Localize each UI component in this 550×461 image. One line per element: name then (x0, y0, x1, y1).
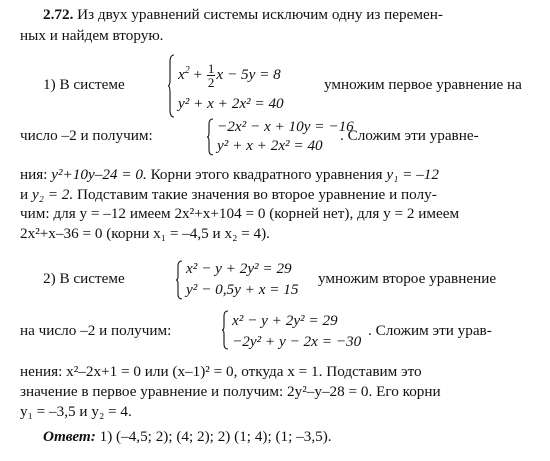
intro-text-1: Из двух уравнений системы исключим одну из перемен- (77, 6, 443, 23)
system-3 (176, 260, 316, 300)
intro-line-2: ных и найдем вторую. (20, 27, 164, 44)
part1-line-5: чим: для y = –12 имеем 2x²+x+104 = 0 (корней нет), для y = 2 имеем (20, 205, 460, 222)
left-brace-icon (168, 54, 175, 118)
system-4-eq-1: x² − y + 2y² = 29 (232, 312, 338, 329)
answer-line (43, 428, 332, 446)
answer-label: Ответ: (43, 428, 96, 445)
part2-label: 2) В системе (43, 270, 125, 287)
part1-line-2b: . Сложим эти уравне- (340, 127, 479, 144)
fraction-one-half: $\frac{1}{2}$ (207, 61, 215, 90)
system-1-eq-2: y² + x + 2x² = 40 (178, 95, 284, 112)
system-2-eq-1: −2x² − x + 10y = −16 (217, 118, 354, 135)
part2-line-5: y₁ = –3,5 и y₂ = 4. (20, 403, 132, 420)
left-brace-icon (176, 260, 183, 300)
problem-number: 2.72. (43, 6, 74, 23)
left-brace-icon (207, 118, 214, 156)
part2-line-4: значение в первое уравнение и получим: 2y²–y–28 = 0. Его корни (20, 383, 441, 400)
system-4-eq-2: −2y² + y − 2x = −30 (232, 333, 362, 350)
system-3-eq-1: x² − y + 2y² = 29 (186, 260, 292, 277)
part1-label: 1) В системе (43, 76, 125, 93)
part1-after-system: умножим первое уравнение на (324, 76, 522, 93)
part1-line-4: и y₂ = 2. Подставим такие значения во второе уравнение и полу- (20, 186, 437, 203)
system-4 (222, 310, 362, 350)
part2-after-system: умножим второе уравнение (318, 270, 497, 287)
intro-line-1 (43, 6, 530, 24)
part2-line-2a: на число –2 и получим: (20, 322, 172, 339)
system-2 (207, 118, 357, 156)
part2-line-3: нения: x²–2x+1 = 0 или (x–1)² = 0, откуда x = 1. Подставим это (20, 363, 422, 380)
left-brace-icon (222, 310, 229, 350)
system-3-eq-2: y² − 0,5y + x = 15 (186, 281, 299, 298)
part1-line-6: 2x²+x–36 = 0 (корни x₁ = –4,5 и x₂ = 4). (20, 225, 270, 242)
part2-line-2b: . Сложим эти урав- (368, 322, 492, 339)
system-2-eq-2: y² + x + 2x² = 40 (217, 137, 323, 154)
system-1-eq-1: $x^2$ + $\frac{1}{2}$ x − 5y = 8 (178, 61, 281, 90)
system-1 (168, 54, 318, 118)
part1-line-2a: число –2 и получим: (20, 127, 153, 144)
answer-text: 1) (–4,5; 2); (4; 2); 2) (1; 4); (1; –3,5). (99, 428, 332, 445)
part1-line-3: ния: y²+10y–24 = 0. Корни этого квадратного уравнения y₁ = –12 (20, 166, 439, 183)
